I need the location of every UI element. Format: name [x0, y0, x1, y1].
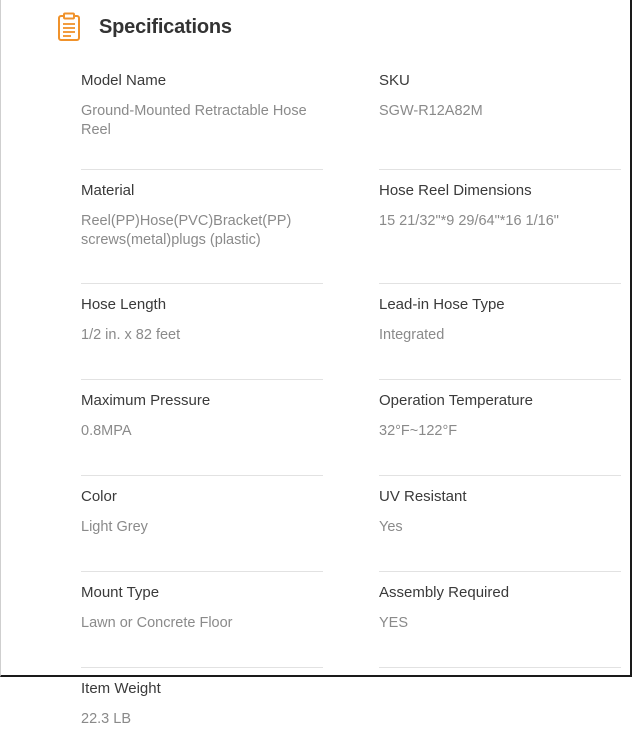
spec-label: SKU — [379, 72, 410, 89]
spec-label: UV Resistant — [379, 488, 467, 505]
spec-label: Hose Reel Dimensions — [379, 182, 532, 199]
spec-lead-in-hose-type — [379, 284, 621, 380]
spec-label: Hose Length — [81, 296, 167, 313]
spec-label: Material — [81, 182, 135, 199]
spec-label: Mount Type — [81, 584, 160, 601]
spec-label: Assembly Required — [379, 584, 510, 601]
spec-value: YES — [379, 615, 409, 631]
spec-label: Maximum Pressure — [81, 392, 211, 409]
spec-maximum-pressure — [81, 380, 323, 476]
spec-label: Color — [81, 488, 117, 505]
spec-value: Yes — [379, 519, 403, 535]
spec-value: Reel(PP)Hose(PVC)Bracket(PP) screws(metal)plugs (plastic) — [81, 213, 292, 248]
spec-value: Light Grey — [81, 519, 148, 535]
spec-item-weight — [81, 668, 323, 752]
spec-value: 22.3 LB — [81, 711, 131, 727]
spec-value: Lawn or Concrete Floor — [81, 615, 233, 631]
spec-label: Item Weight — [81, 680, 161, 697]
spec-value: Ground-Mounted Retractable Hose Reel — [81, 103, 307, 138]
spec-model-name — [81, 60, 323, 170]
clipboard-icon — [57, 12, 81, 42]
section-title: Specifications — [99, 15, 232, 38]
specs-grid — [81, 60, 621, 752]
spec-value: SGW-R12A82M — [379, 103, 483, 119]
spec-label: Lead-in Hose Type — [379, 296, 505, 313]
spec-empty — [379, 668, 621, 752]
spec-value: 32°F~122°F — [379, 423, 458, 439]
spec-value: 1/2 in. x 82 feet — [81, 327, 181, 343]
spec-value: 0.8MPA — [81, 423, 132, 439]
spec-label: Model Name — [81, 72, 167, 89]
spec-label: Operation Temperature — [379, 392, 533, 409]
spec-hose-length — [81, 284, 323, 380]
spec-value: Integrated — [379, 327, 445, 343]
spec-hose-reel-dimensions — [379, 170, 621, 284]
spec-material — [81, 170, 323, 284]
spec-assembly-required — [379, 572, 621, 668]
section-header — [57, 12, 232, 42]
spec-uv-resistant — [379, 476, 621, 572]
spec-value: 15 21/32"*9 29/64"*16 1/16" — [379, 213, 559, 229]
spec-color — [81, 476, 323, 572]
spec-operation-temperature — [379, 380, 621, 476]
spec-sku — [379, 60, 621, 170]
spec-mount-type — [81, 572, 323, 668]
